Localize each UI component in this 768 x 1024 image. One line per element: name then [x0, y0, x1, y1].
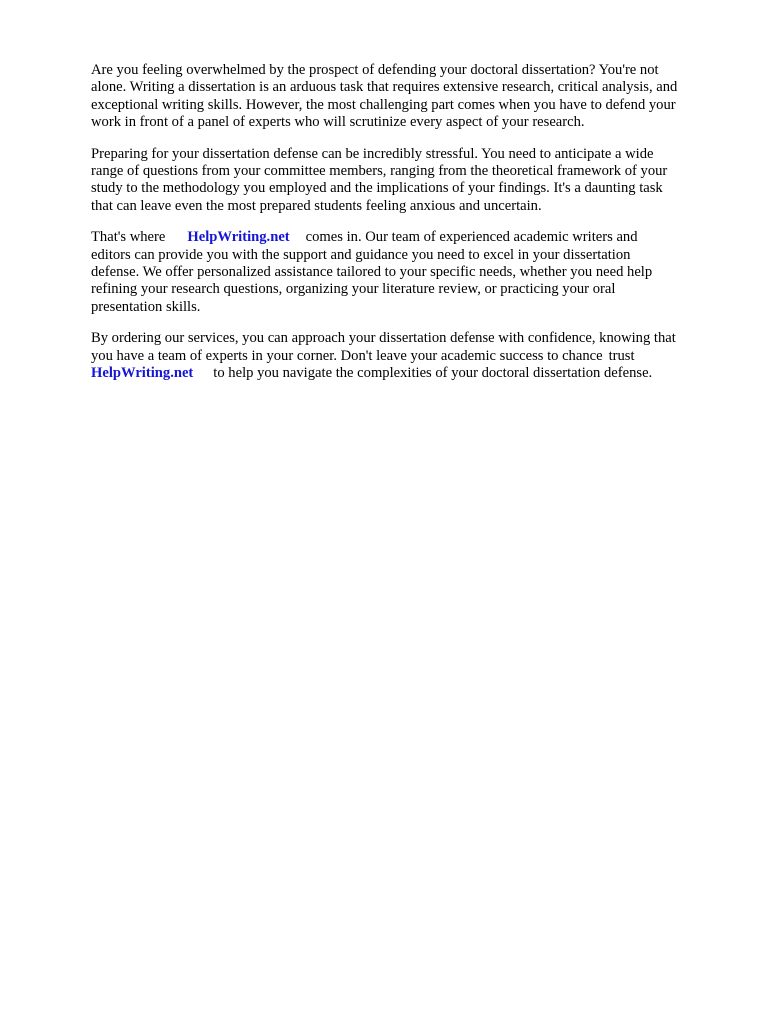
paragraph-service	[91, 229, 721, 316]
text-line: range of questions from your committee members, ranging from the theoretical framework of your	[91, 163, 668, 180]
text-line: Are you feeling overwhelmed by the prospect of defending your doctoral dissertation? You're not	[91, 62, 659, 78]
text-line	[91, 348, 721, 365]
text-line: editors can provide you with the support and guidance you need to excel in your dissertation	[91, 246, 631, 263]
text-fragment: to help you navigate the complexities of your doctoral dissertation defense.	[213, 365, 653, 382]
paragraph-closing	[91, 330, 721, 382]
text-line: that can leave even the most prepared students feeling anxious and uncertain.	[91, 197, 542, 214]
text-line	[91, 229, 721, 246]
text-line: exceptional writing skills. However, the most challenging part comes when you have to defend your	[91, 96, 676, 113]
helpwriting-link[interactable]: HelpWriting.net	[91, 365, 194, 382]
text-line: By ordering our services, you can approach your dissertation defense with confidence, knowing that	[91, 330, 676, 347]
text-line: alone. Writing a dissertation is an arduous task that requires extensive research, critical analysis, and	[91, 79, 678, 96]
text-line: refining your research questions, organizing your literature review, or practicing your oral	[91, 281, 616, 298]
text-fragment: That's where	[91, 229, 166, 246]
text-line	[91, 365, 721, 382]
text-line: study to the methodology you employed and the implications of your findings. It's a daunting task	[91, 180, 663, 197]
text-line: Preparing for your dissertation defense can be incredibly stressful. You need to anticipate a wide	[91, 145, 654, 162]
paragraph-intro	[91, 62, 721, 132]
text-fragment: trust	[608, 347, 635, 364]
text-line: work in front of a panel of experts who will scrutinize every aspect of your research.	[91, 114, 585, 131]
text-fragment: comes in. Our team of experienced academic writers and	[305, 229, 638, 246]
document-body	[91, 62, 721, 397]
paragraph-preparing	[91, 146, 721, 216]
helpwriting-link[interactable]: HelpWriting.net	[187, 229, 290, 246]
text-line: defense. We offer personalized assistance tailored to your specific needs, whether you need help	[91, 264, 653, 281]
text-fragment: you have a team of experts in your corner. Don't leave your academic success to chance	[91, 347, 603, 364]
text-line: presentation skills.	[91, 298, 201, 315]
